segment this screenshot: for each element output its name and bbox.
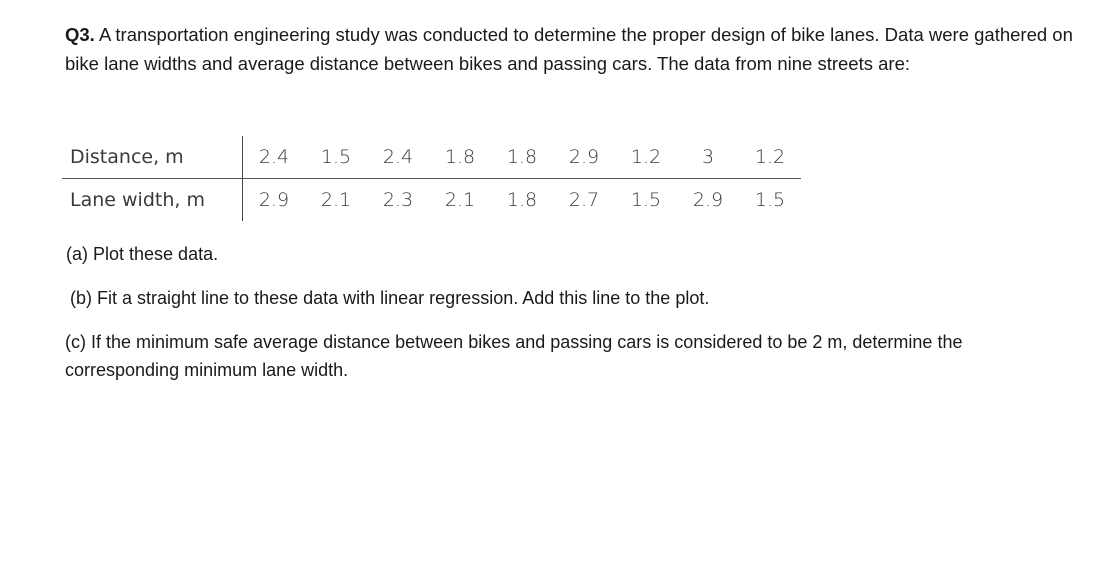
question-number: Q3. [65, 24, 95, 45]
table-cell: 1.2 [615, 136, 677, 179]
row-label-distance: Distance, m [62, 136, 243, 179]
table-cell: 1.8 [491, 136, 553, 179]
table-cell: 1.2 [739, 136, 801, 179]
row-label-lane-width: Lane width, m [62, 179, 243, 222]
part-b: (b) Fit a straight line to these data with linear regression. Add this line to the plot. [70, 288, 710, 308]
table-cell: 1.5 [630, 189, 662, 211]
part-a: (a) Plot these data. [66, 244, 219, 264]
table-cell: 2.7 [568, 189, 600, 211]
table-cell: 2.1 [320, 189, 352, 211]
table-cell: 1.5 [754, 189, 786, 211]
question-parts [66, 240, 1076, 400]
table-row-lane-width [62, 179, 801, 222]
part-c: (c) If the minimum safe average distance between bikes and passing cars is considered to be 2 m, determine the corresponding minimum lane width. [65, 332, 963, 380]
data-table [62, 136, 801, 221]
table-row-distance [62, 136, 801, 179]
table-cell: 3 [677, 136, 739, 179]
table-cell: 2.4 [367, 136, 429, 179]
table-cell: 1.5 [305, 136, 367, 179]
table-cell: 2.9 [258, 189, 290, 211]
table-cell: 2.9 [692, 189, 724, 211]
table-cell: 1.8 [429, 136, 491, 179]
table-cell: 2.3 [382, 189, 414, 211]
table-cell: 2.9 [553, 136, 615, 179]
question-text: A transportation engineering study was conducted to determine the proper design of bike lanes. Data were gathered on bike lane widths and average distance between bikes and passing cars. The data from nine streets are: [65, 24, 1073, 74]
table-cell: 2.4 [243, 136, 306, 179]
question-statement [65, 21, 1075, 78]
table-cell: 1.8 [506, 189, 538, 211]
table-cell: 2.1 [444, 189, 476, 211]
